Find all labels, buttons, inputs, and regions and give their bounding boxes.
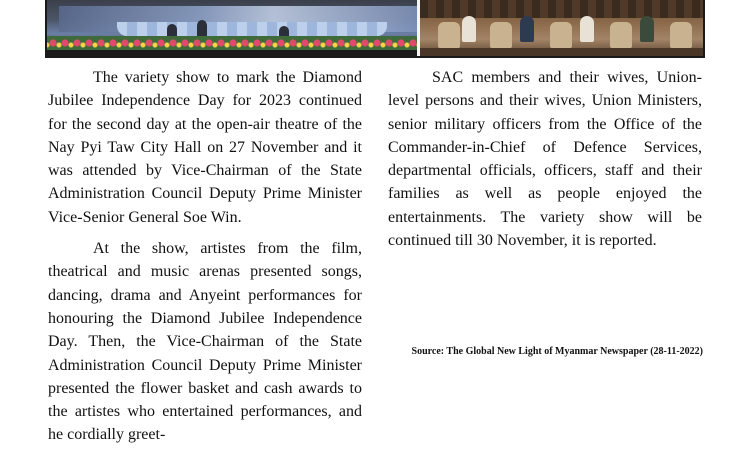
article-right-column — [388, 66, 702, 260]
stage-photo — [47, 0, 417, 56]
article-paragraph: The variety show to mark the Diamond Jubilee Independence Day for 2023 continued for the second day at the open-air theatre of the Nay Pyi Taw City Hall on 27 November and it was attended by Vice-Chairman of the State Administration Council Deputy Prime Minister Vice-Senior General Soe Win. — [48, 69, 362, 226]
source-credit: Source: The Global New Light of Myanmar Newspaper (28-11-2022) — [411, 346, 703, 357]
article-left-column — [48, 66, 362, 455]
article-paragraph: At the show, artistes from the film, theatrical and music arenas presented songs, dancing, drama and Anyeint performances for honouring the Diamond Jubilee Independence Day. Then, the Vice-Chairman of the State Administration Council Deputy Prime Minister presented the flower basket and cash awards to the artistes who entertained performances, and he cordially greet- — [48, 240, 362, 444]
event-photos — [45, 0, 705, 58]
article-paragraph: SAC members and their wives, Union-level persons and their wives, Union Ministers, senior military officers from the Office of the Commander-in-Chief of Defence Services, departmental officials, officers, staff and their families as well as people enjoyed the entertainments. The variety show will be continued till 30 November, it is reported. — [388, 69, 702, 250]
audience-photo — [420, 0, 703, 56]
